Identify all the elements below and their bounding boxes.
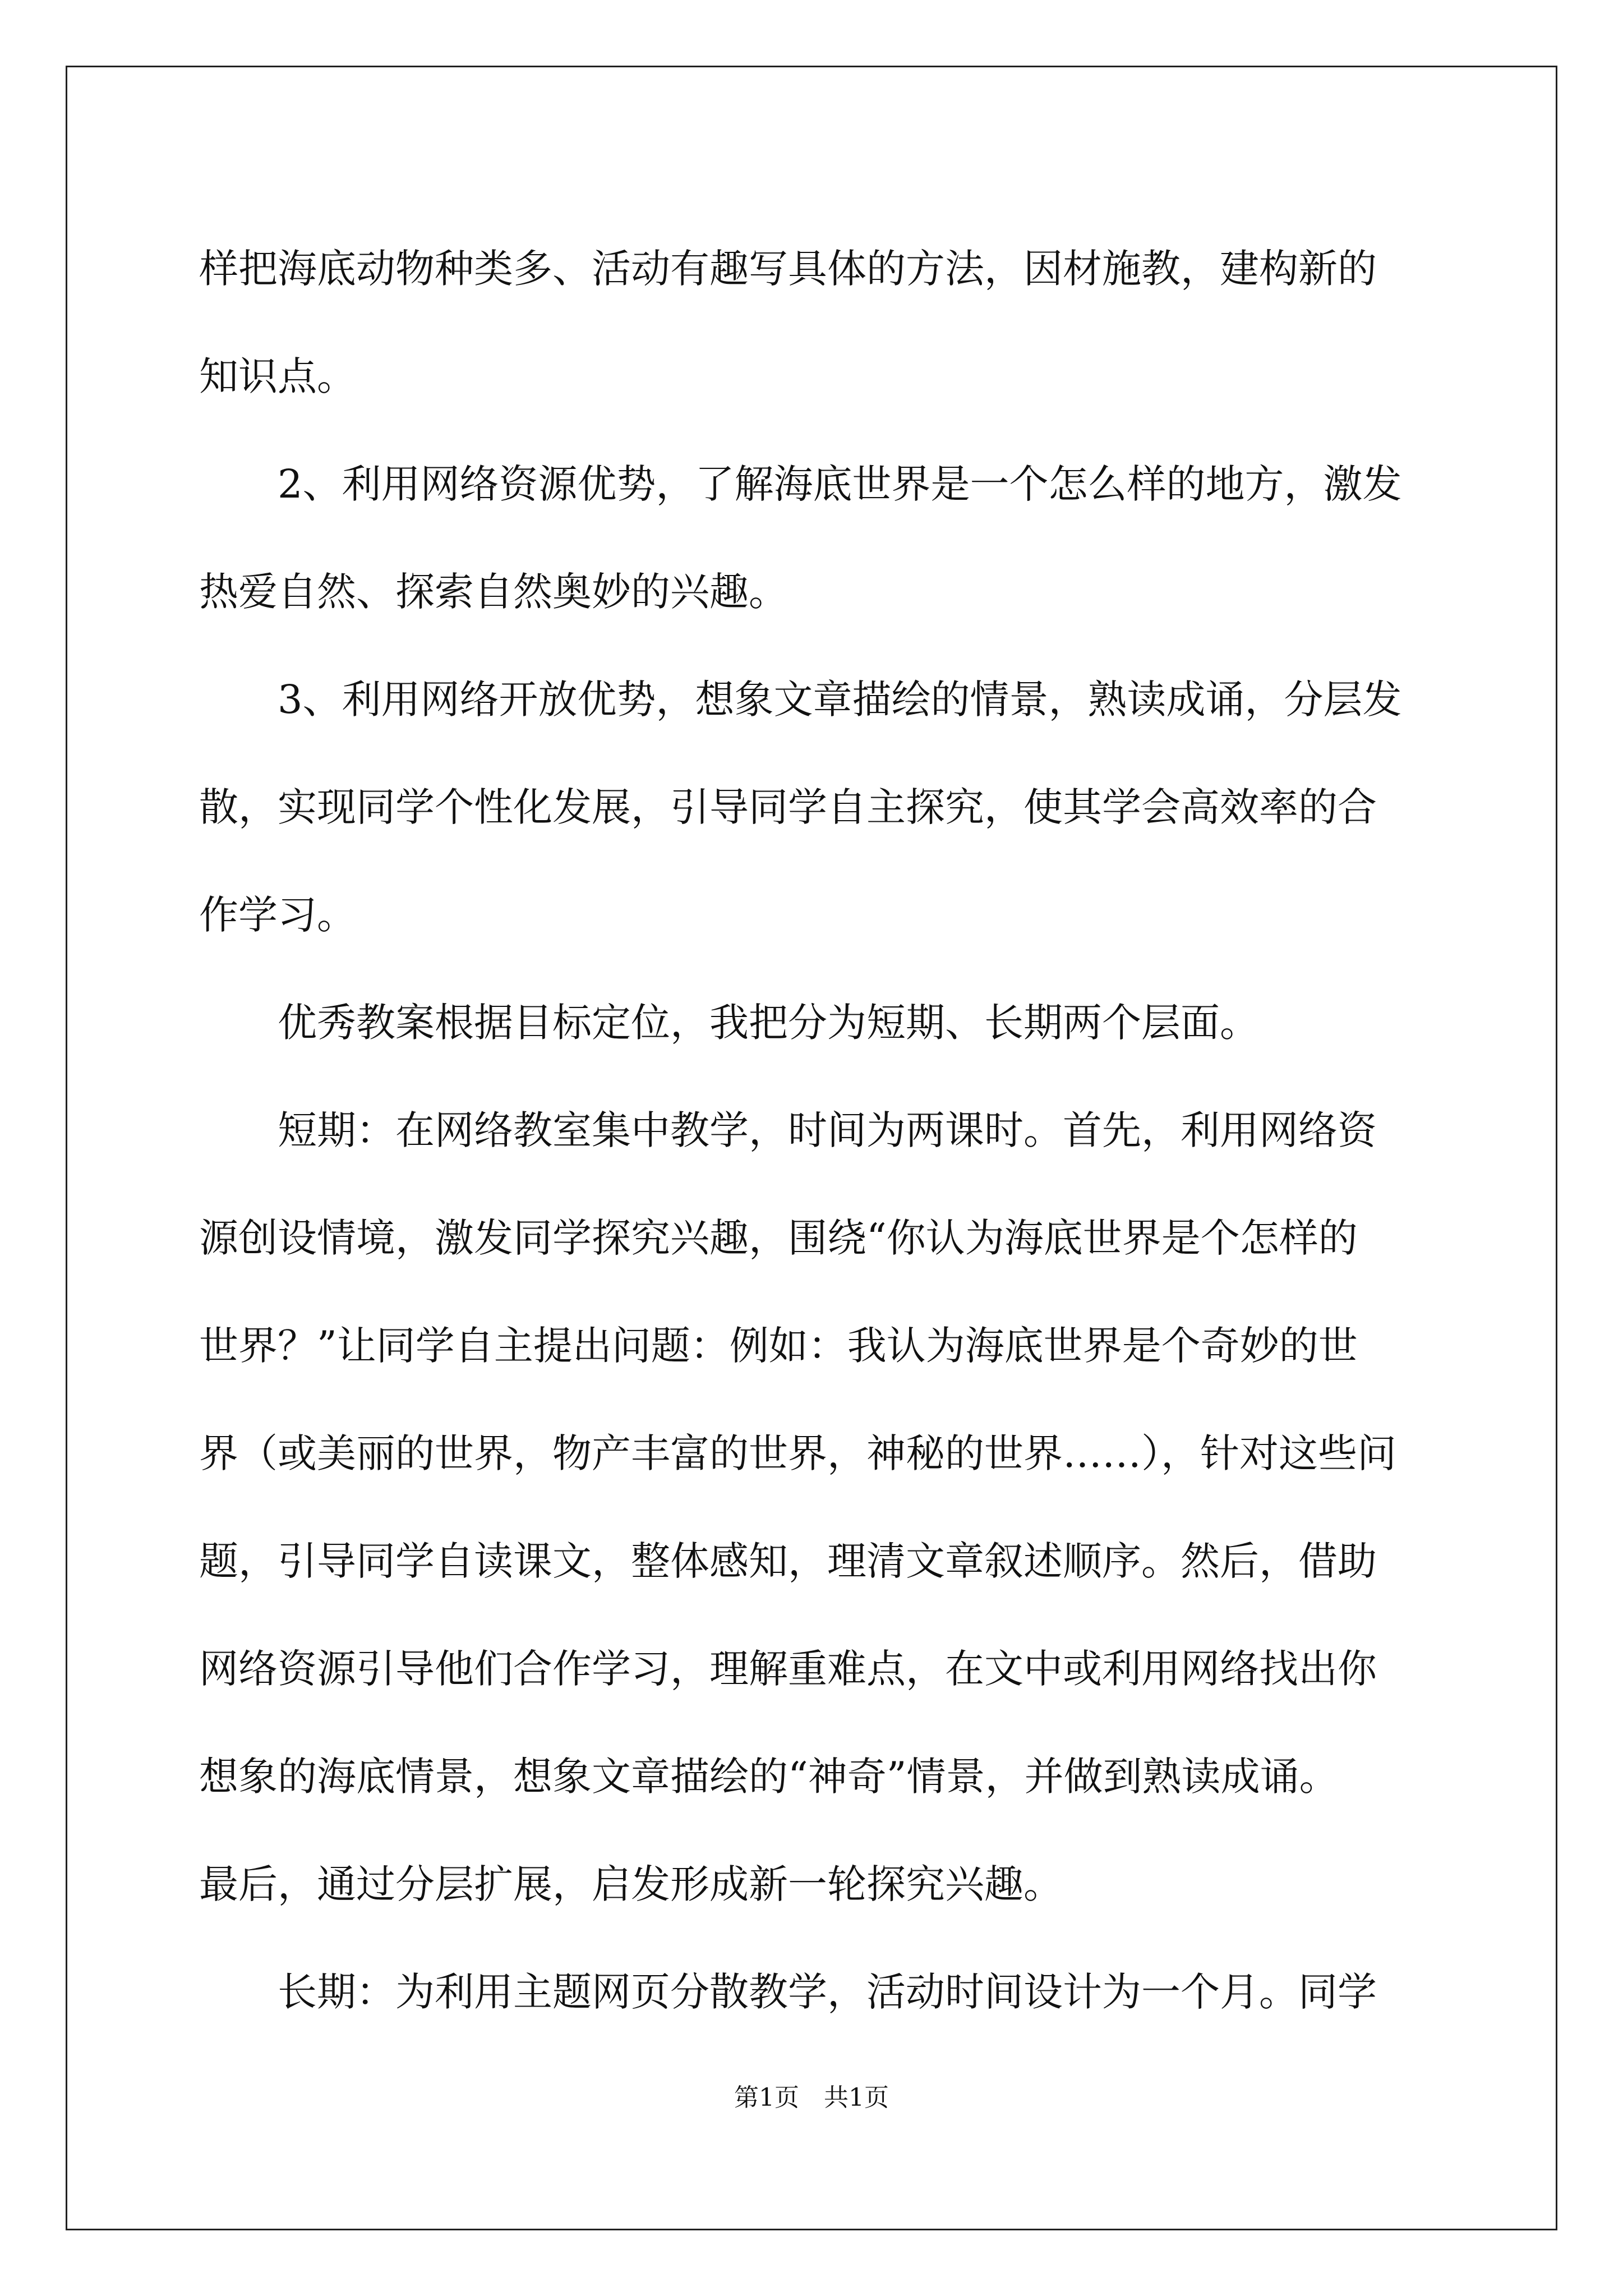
text-line: 散，实现同学个性化发展，引导同学自主探究，使其学会高效率的合 [199, 784, 1377, 830]
text-line: 热爱自然、探索自然奥妙的兴趣。 [199, 569, 788, 615]
text-line: 界（或美丽的世界，物产丰富的世界，神秘的世界……），针对这些问 [199, 1430, 1396, 1476]
text-line: 长期：为利用主题网页分散教学，活动时间设计为一个月。同学 [278, 1969, 1377, 2015]
text-line: 短期：在网络教室集中教学，时间为两课时。首先，利用网络资 [278, 1107, 1377, 1153]
text-line: 作学习。 [199, 892, 356, 938]
text-line: 世界？”让同学自主提出问题：例如：我认为海底世界是个奇妙的世 [199, 1323, 1358, 1369]
text-line: 优秀教案根据目标定位，我把分为短期、长期两个层面。 [278, 1000, 1259, 1046]
text-line: 题，引导同学自读课文，整体感知，理清文章叙述顺序。然后，借助 [199, 1538, 1377, 1584]
text-line: 知识点。 [199, 353, 356, 399]
text-line: 想象的海底情景，想象文章描绘的“神奇”情景，并做到熟读成诵。 [199, 1754, 1339, 1800]
text-line: 源创设情境，激发同学探究兴趣，围绕“你认为海底世界是个怎样的 [199, 1215, 1358, 1261]
text-line: 网络资源引导他们合作学习，理解重难点，在文中或利用网络找出你 [199, 1646, 1377, 1692]
text-line: 最后，通过分层扩展，启发形成新一轮探究兴趣。 [199, 1861, 1063, 1907]
text-line: 3、利用网络开放优势，想象文章描绘的情景，熟读成诵，分层发 [278, 677, 1402, 723]
text-line: 样把海底动物种类多、活动有趣写具体的方法，因材施教，建构新的 [199, 246, 1377, 292]
text-line: 2、利用网络资源优势，了解海底世界是一个怎么样的地方，激发 [278, 461, 1402, 507]
document-body [199, 215, 1441, 2046]
page-footer: 第1页 共1页 [734, 2083, 889, 2112]
